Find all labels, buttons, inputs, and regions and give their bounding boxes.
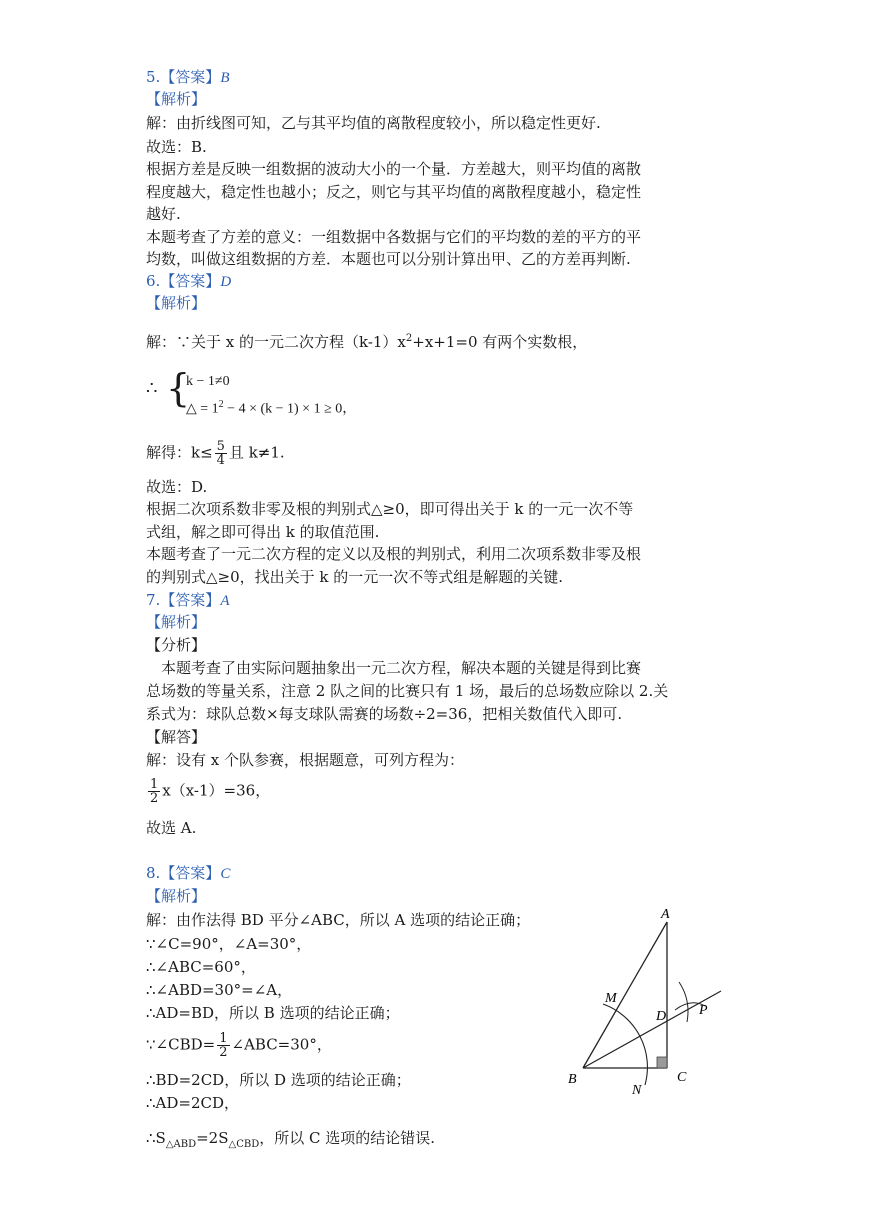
q6-condition-text: 解：∵关于 x 的一元二次方程（k-1）x <box>146 333 406 351</box>
q7-jieda-label: 【解答】 <box>146 728 207 746</box>
q7-eq-rest: x（x-1）=36， <box>162 781 271 800</box>
q6-line: 的判别式△≥0，找出关于 k 的一元一次不等式组是解题的关键. <box>146 568 564 586</box>
q6-sys2-a: △ = 1 <box>186 401 219 417</box>
q6-system-line-1: k − 1≠0 <box>186 374 230 389</box>
side-ab <box>583 922 667 1068</box>
q8-line: 解：由作法得 BD 平分∠ABC，所以 A 选项的结论正确； <box>146 911 531 929</box>
q5-answer-label: 5.【答案】 <box>146 68 221 86</box>
q8-last-b: ，所以 C 选项的结论错误. <box>259 1129 436 1147</box>
q5-analysis-label: 【解析】 <box>146 90 207 108</box>
label-a: A <box>661 907 670 922</box>
q5-answer-line <box>146 66 229 89</box>
q6-sys2-b: − 4 × (k − 1) × 1 ≥ 0 <box>223 401 343 417</box>
q8-line: ∴∠ABD=30°=∠A， <box>146 981 293 999</box>
q8-cbd-b: ∠ABC=30°， <box>231 1035 332 1054</box>
q7-equation <box>146 778 270 805</box>
q7-choose: 故选 A. <box>146 819 197 837</box>
q5-answer: B <box>220 70 230 86</box>
q7-answer: A <box>220 593 230 609</box>
q5-line: 程度越大，稳定性也越小；反之，则它与其平均值的离散程度越小，稳定性 <box>146 183 642 201</box>
q6-answer-line <box>146 270 231 293</box>
q5-line: 本题考查了方差的意义：一组数据中各数据与它们的平均数的差的平方的平 <box>146 228 642 246</box>
label-p: P <box>699 1003 708 1018</box>
q8-last-mid: =2S <box>196 1129 229 1147</box>
q6-sys-comma: ， <box>342 401 357 417</box>
q8-sub-abd: △ABD <box>165 1139 197 1150</box>
q7-analysis-label: 【解析】 <box>146 613 207 631</box>
q5-line: 均数，叫做这组数据的方差．本题也可以分别计算出甲、乙的方差再判断. <box>146 250 631 268</box>
q6-sys2-sup: 2 <box>218 399 224 410</box>
q8-frac-num: 1 <box>219 1031 228 1046</box>
q8-last-line <box>146 1127 435 1156</box>
q6-frac-num: 5 <box>216 439 225 454</box>
q6-system-line-2 <box>186 395 356 420</box>
q6-solution-line <box>146 440 285 467</box>
q6-solve-a: 解得：k≤ <box>146 443 213 462</box>
label-c: C <box>677 1070 687 1085</box>
q6-analysis-label: 【解析】 <box>146 294 207 312</box>
q7-fenxi-line: 本题考查了由实际问题抽象出一元二次方程，解决本题的关键是得到比赛 <box>146 659 642 677</box>
label-m: M <box>605 991 617 1006</box>
q7-answer-line <box>146 589 229 612</box>
q6-line: 根据二次项系数非零及根的判别式△≥0，即可得出关于 k 的一元一次不等 <box>146 500 634 518</box>
q8-sub-cbd: △CBD <box>228 1139 260 1150</box>
q5-line: 越好. <box>146 205 181 223</box>
right-angle-mark <box>657 1057 667 1068</box>
q7-frac-num: 1 <box>150 777 159 792</box>
q6-exponent: 2 <box>405 333 413 344</box>
q6-line: 式组，解之即可得出 k 的取值范围. <box>146 523 380 541</box>
q6-solve-b: 且 k≠1. <box>228 443 285 462</box>
q8-line: ∴AD=2CD， <box>146 1094 240 1112</box>
q7-fenxi-label: 【分析】 <box>146 636 207 654</box>
label-d: D <box>656 1009 667 1024</box>
q7-fenxi-line: 系式为：球队总数×每支球队需赛的场数÷2=36，把相关数值代入即可. <box>146 705 623 723</box>
q5-line: 解：由折线图可知，乙与其平均值的离散程度较小，所以稳定性更好. <box>146 114 601 132</box>
q8-line: ∴BD=2CD，所以 D 选项的结论正确； <box>146 1071 411 1089</box>
q7-frac-den: 2 <box>150 791 159 806</box>
q7-fraction <box>148 778 160 805</box>
q6-condition-line <box>146 328 587 353</box>
q6-condition-text-2: +x+1=0 有两个实数根， <box>412 333 588 351</box>
label-n: N <box>632 1083 642 1098</box>
q8-answer-line <box>146 862 230 885</box>
q8-answer: C <box>220 866 231 882</box>
q6-line: 本题考查了一元二次方程的定义以及根的判别式，利用二次项系数非零及根 <box>146 545 642 563</box>
q8-answer-label: 8.【答案】 <box>146 864 221 882</box>
q6-therefore: ∴ <box>146 378 158 399</box>
q6-answer-label: 6.【答案】 <box>146 272 221 290</box>
q8-frac-den: 2 <box>219 1045 228 1060</box>
q8-fraction <box>217 1032 229 1059</box>
q8-last-a: ∴S <box>146 1129 166 1147</box>
q7-fenxi-line: 总场数的等量关系，注意 2 队之间的比赛只有 1 场，最后的总场数应除以 2.关 <box>146 682 669 700</box>
q6-frac-den: 4 <box>216 453 225 468</box>
label-b: B <box>568 1072 577 1087</box>
q6-fraction <box>215 440 227 467</box>
q8-cbd-line <box>146 1032 332 1059</box>
q5-line: 根据方差是反映一组数据的波动大小的一个量．方差越大，则平均值的离散 <box>146 160 642 178</box>
q8-analysis-label: 【解析】 <box>146 887 207 905</box>
construction-arc-p1 <box>679 982 688 1022</box>
q8-cbd-a: ∵∠CBD= <box>146 1035 216 1054</box>
q8-line: ∵∠C=90°，∠A=30°， <box>146 935 312 953</box>
q8-line: ∴AD=BD，所以 B 选项的结论正确； <box>146 1004 400 1022</box>
q6-line: 故选：D. <box>146 478 208 496</box>
q8-line: ∴∠ABC=60°， <box>146 958 256 976</box>
q6-system-brace: { <box>166 366 191 410</box>
q7-answer-label: 7.【答案】 <box>146 591 221 609</box>
q7-solve-line: 解：设有 x 个队参赛，根据题意，可列方程为： <box>146 751 464 769</box>
triangle-figure <box>563 900 723 1100</box>
q6-answer: D <box>220 274 232 290</box>
q5-line: 故选：B. <box>146 138 207 156</box>
